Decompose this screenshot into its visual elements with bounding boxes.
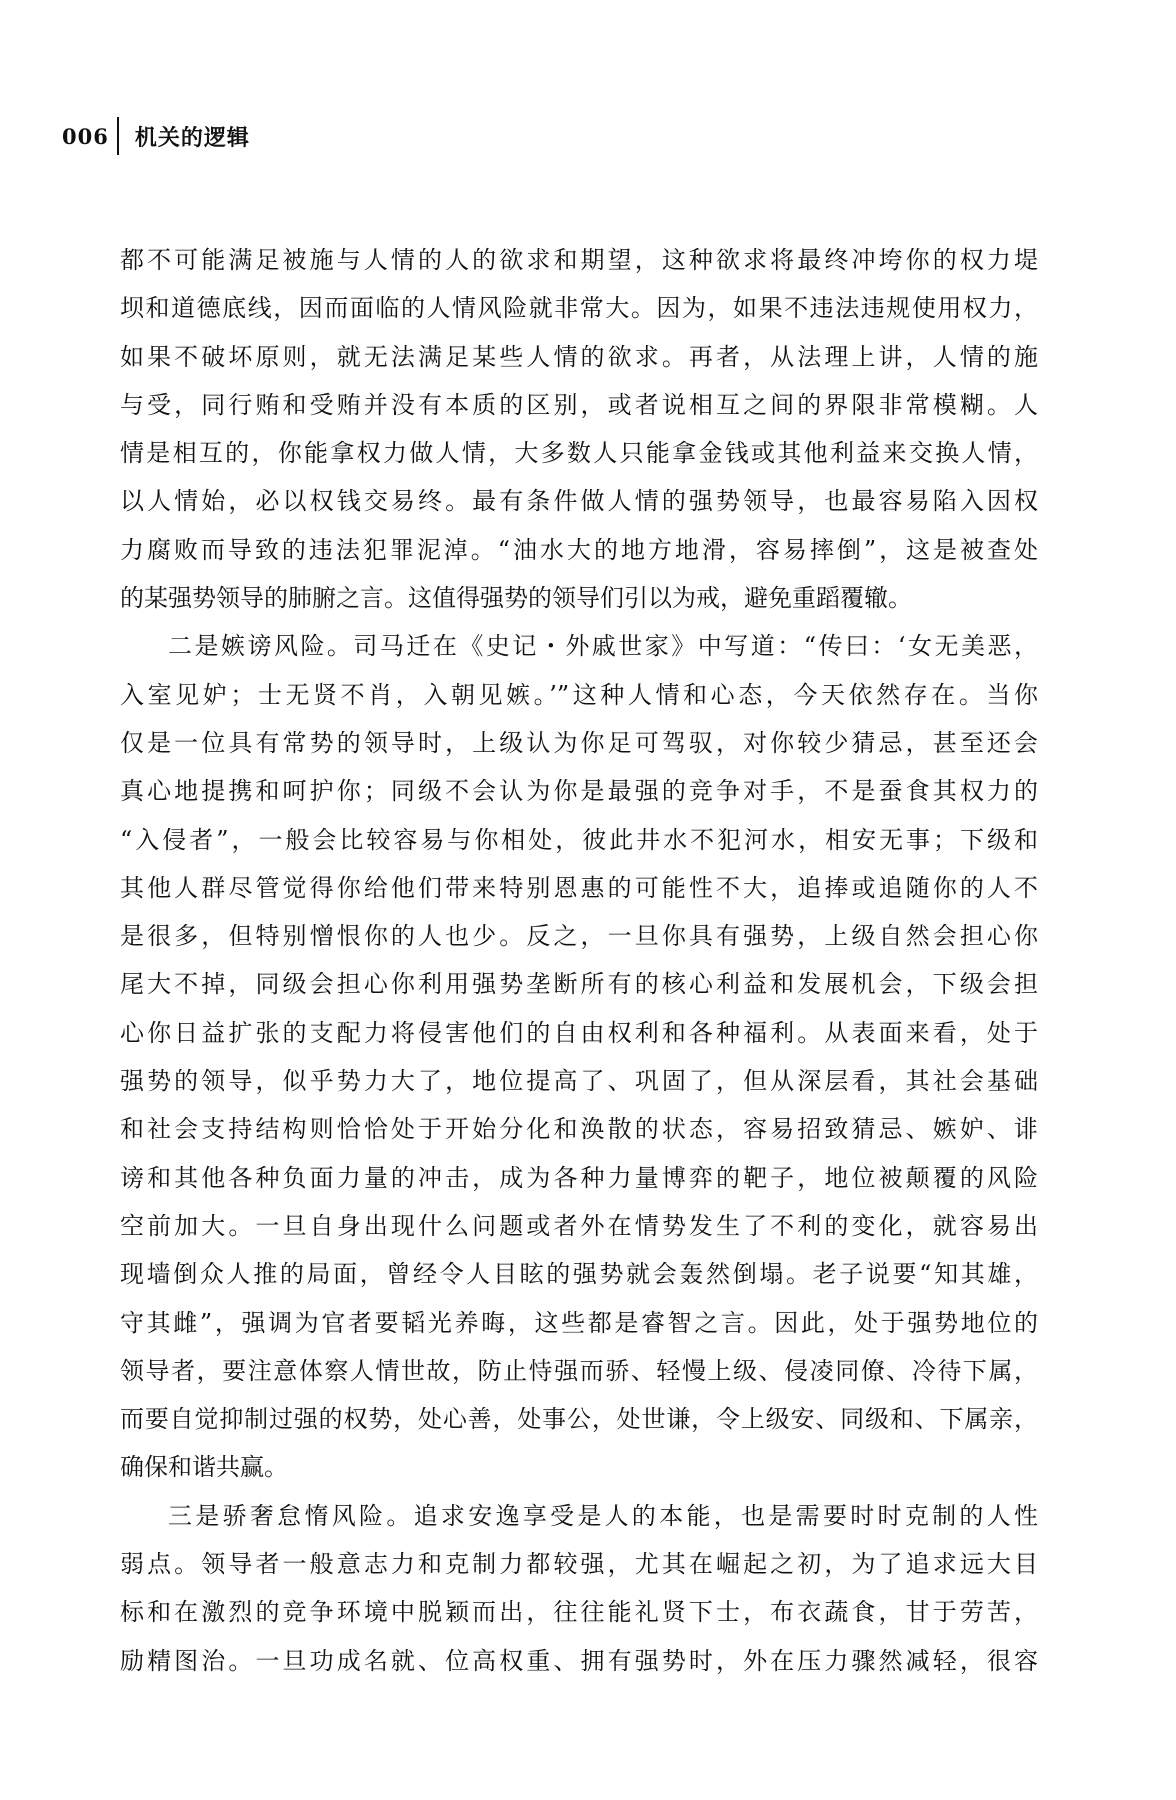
text-line: 确保和谐共赢。 — [120, 1453, 288, 1482]
text-line: 是很多，但特别憎恨你的人也少。反之，一旦你具有强势，上级自然会担心你 — [120, 922, 1038, 951]
text-line: 坝和道德底线，因而面临的人情风险就非常大。因为，如果不违法违规使用权力， — [120, 294, 1038, 323]
text-line: 如果不破坏原则，就无法满足某些人情的欲求。再者，从法理上讲，人情的施 — [120, 342, 1038, 371]
text-line: 谤和其他各种负面力量的冲击，成为各种力量博弈的靶子，地位被颠覆的风险 — [120, 1163, 1038, 1192]
page-number: 006 — [62, 123, 109, 149]
text-line: 仅是一位具有常势的领导时，上级认为你足可驾驭，对你较少猜忌，甚至还会 — [120, 728, 1038, 757]
text-line: 心你日益扩张的支配力将侵害他们的自由权利和各种福利。从表面来看，处于 — [120, 1018, 1038, 1047]
text-line: 弱点。领导者一般意志力和克制力都较强，尤其在崛起之初，为了追求远大目 — [120, 1550, 1038, 1579]
text-line: 标和在激烈的竞争环境中脱颖而出，往往能礼贤下士，布衣蔬食，甘于劳苦， — [120, 1598, 1038, 1627]
text-line: 守其雌”，强调为官者要韬光养晦，这些都是睿智之言。因此，处于强势地位的 — [120, 1308, 1038, 1337]
text-line: “入侵者”，一般会比较容易与你相处，彼此井水不犯河水，相安无事；下级和 — [120, 825, 1038, 854]
text-line: 情是相互的，你能拿权力做人情，大多数人只能拿金钱或其他利益来交换人情， — [120, 439, 1038, 468]
paragraph-start: 三是骄奢怠惰风险。追求安逸享受是人的本能，也是需要时时克制的人性 — [168, 1501, 1038, 1530]
text-line: 强势的领导，似乎势力大了，地位提高了、巩固了，但从深层看，其社会基础 — [120, 1067, 1038, 1096]
text-line: 入室见妒；士无贤不肖，入朝见嫉。’”这种人情和心态，今天依然存在。当你 — [120, 680, 1038, 709]
text-line: 领导者，要注意体察人情世故，防止恃强而骄、轻慢上级、侵凌同僚、冷待下属， — [120, 1356, 1038, 1385]
text-line: 以人情始，必以权钱交易终。最有条件做人情的强势领导，也最容易陷入因权 — [120, 487, 1038, 516]
text-line: 真心地提携和呵护你；同级不会认为你是最强的竞争对手，不是蚕食其权力的 — [120, 777, 1038, 806]
body-text — [120, 236, 1038, 1685]
text-line: 和社会支持结构则恰恰处于开始分化和涣散的状态，容易招致猜忌、嫉妒、诽 — [120, 1115, 1038, 1144]
text-line: 励精图治。一旦功成名就、位高权重、拥有强势时，外在压力骤然减轻，很容 — [120, 1646, 1038, 1675]
text-line: 空前加大。一旦自身出现什么问题或者外在情势发生了不利的变化，就容易出 — [120, 1211, 1038, 1240]
text-line: 的某强势领导的肺腑之言。这值得强势的领导们引以为戒，避免重蹈覆辙。 — [120, 584, 912, 613]
page-header — [62, 116, 250, 156]
paragraph-start: 二是嫉谤风险。司马迁在《史记・外戚世家》中写道：“传曰：‘女无美恶， — [168, 632, 1038, 661]
text-line: 与受，同行贿和受贿并没有本质的区别，或者说相互之间的界限非常模糊。人 — [120, 390, 1038, 419]
text-line: 都不可能满足被施与人情的人的欲求和期望，这种欲求将最终冲垮你的权力堤 — [120, 246, 1038, 274]
text-line: 而要自觉抑制过强的权势，处心善，处事公，处世谦，令上级安、同级和、下属亲， — [120, 1405, 1038, 1434]
running-title: 机关的逻辑 — [134, 125, 250, 151]
text-line: 其他人群尽管觉得你给他们带来特别恩惠的可能性不大，追捧或追随你的人不 — [120, 873, 1038, 902]
text-line: 尾大不掉，同级会担心你利用强势垄断所有的核心利益和发展机会，下级会担 — [120, 970, 1038, 999]
text-line: 现墙倒众人推的局面，曾经令人目眩的强势就会轰然倒塌。老子说要“知其雄， — [120, 1260, 1038, 1289]
header-divider — [117, 117, 119, 155]
text-line: 力腐败而导致的违法犯罪泥淖。“油水大的地方地滑，容易摔倒”，这是被查处 — [120, 535, 1038, 564]
